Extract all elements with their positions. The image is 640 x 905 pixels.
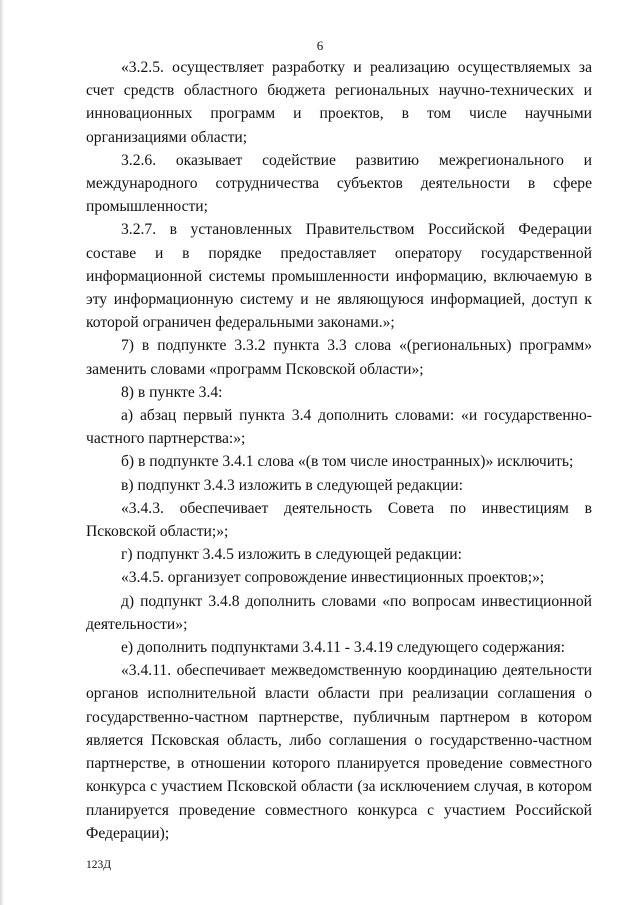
paragraph-item-e: е) дополнить подпунктами 3.4.11 - 3.4.19 следующего содержания: [121, 639, 566, 657]
paragraph-3-2-7: 3.2.7. в установленных Правительством Российской Федерации составе и в порядке предоставляет оператору государственной информационной системы промышленности информацию, включаемую в эту информационную систему и не являющуюся информацией, доступ к которой ограничен федеральными законами.»; [86, 221, 592, 332]
paragraph-3-2-6: 3.2.6. оказывает содействие развитию межрегионального и международного сотрудничества субъектов деятельности в сфере промышленности; [86, 151, 592, 216]
paragraph-3-4-3: «3.4.3. обеспечивает деятельность Совета по инвестициям в Псковской области;»; [86, 499, 592, 541]
paragraph-item-d: д) подпункт 3.4.8 дополнить словами «по вопросам инвестиционной деятельности»; [86, 592, 592, 633]
paragraph-item-v: в) подпункт 3.4.3 изложить в следующей редакции: [121, 476, 463, 494]
document-body [86, 56, 592, 845]
paragraph-3-4-5: «3.4.5. организует сопровождение инвестиционных проектов;»; [121, 569, 545, 587]
document-code: 123Д [86, 859, 112, 871]
paragraph-item-a: а) абзац первый пункта 3.4 дополнить словами: «и государственно-частного партнерства:»; [86, 407, 592, 448]
paragraph-3-2-5: «3.2.5. осуществляет разработку и реализацию осуществляемых за счет средств областного бюджета региональных научно-технических и инновационных программ и проектов, в том числе научными организациями области; [86, 59, 592, 146]
scan-edge [0, 0, 4, 905]
page-number: 6 [316, 38, 324, 53]
paragraph-item-g: г) подпункт 3.4.5 изложить в следующей редакции: [121, 546, 462, 564]
paragraph-item-8: 8) в пункте 3.4: [121, 383, 223, 401]
paragraph-3-4-11: «3.4.11. обеспечивает межведомственную координацию деятельности органов исполнительной власти области при реализации соглашения о государственно-частном партнерстве, публичным партнером в котором является Псковская область, либо соглашения о государственно-частном партнерстве, в отношении которого планируется проведение совместного конкурса с участием Псковской области (за исключением случая, в котором планируется проведение совместного конкурса с участием Российской Федерации); [86, 662, 592, 842]
paragraph-item-b: б) в подпункте 3.4.1 слова «(в том числе иностранных)» исключить; [121, 453, 574, 471]
paragraph-item-7: 7) в подпункте 3.3.2 пункта 3.3 слова «(региональных) программ» заменить словами «программ Псковской области»; [86, 337, 592, 378]
